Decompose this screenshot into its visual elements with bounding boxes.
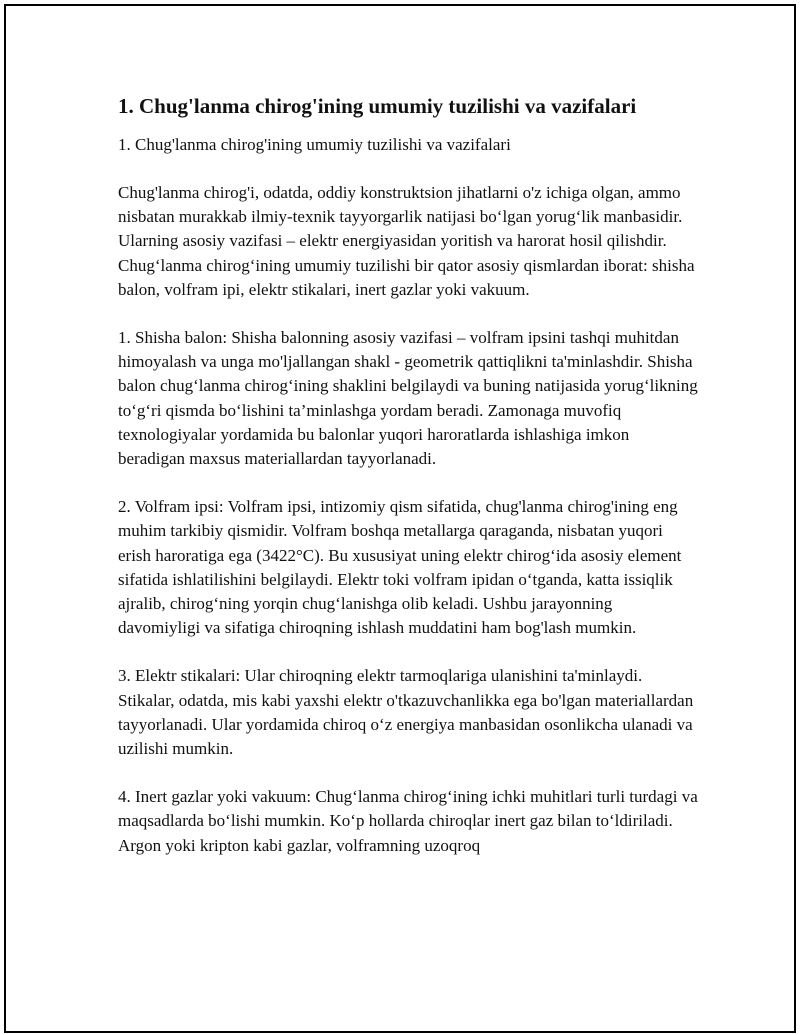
paragraph-intro: Chug'lanma chirog'i, odatda, oddiy konstruktsion jihatlarni o'z ichiga olgan, ammo nisbatan murakkab ilmiy-texnik tayyorgarlik natijasi bo‘lgan yorug‘lik manbasidir. Ularning asosiy vazifasi – elektr energiyasidan yoritish va harorat hosil qilishdir. Chug‘lanma chirog‘ining umumiy tuzilishi bir qator asosiy qismlardan iborat: shisha balon, volfram ipi, elektr stikalari, inert gazlar yoki vakuum. (118, 183, 695, 299)
paragraph-glass-bulb: 1. Shisha balon: Shisha balonning asosiy vazifasi – volfram ipsini tashqi muhitdan himoyalash va unga mo'ljallangan shakl - geometrik qattiqlikni ta'minlashdir. Shisha balon chug‘lanma chirog‘ining shaklini belgilaydi va buning natijasida yorug‘likning to‘g‘ri qismda bo‘lishini ta’minlashga yordam beradi. Zamonaga muvofiq texnologiyalar yordamida bu balonlar yuqori haroratlarda ishlashiga imkon beradigan maxsus materiallardan tayyorlanadi. (118, 328, 698, 469)
section-heading: 1. Chug'lanma chirog'ining umumiy tuzilishi va vazifalari (118, 135, 511, 154)
page-title: 1. Chug'lanma chirog'ining umumiy tuzilishi va vazifalari (118, 94, 637, 118)
paragraph-electric-contacts: 3. Elektr stikalari: Ular chiroqning elektr tarmoqlariga ulanishini ta'minlaydi. Stikalar, odatda, mis kabi yaxshi elektr o'tkazuvchanlikka ega bo'lgan materiallardan tayyorlanadi. Ular yordamida chiroq o‘z energiya manbasidan osonlikcha ulanadi va uzilishi mumkin. (118, 666, 694, 759)
paragraph-inert-gases: 4. Inert gazlar yoki vakuum: Chug‘lanma chirog‘ining ichki muhitlari turli turdagi va maqsadlarda bo‘lishi mumkin. Ko‘p hollarda chiroqlar inert gaz bilan to‘ldiriladi. Argon yoki kripton kabi gazlar, volframning uzoqroq (118, 787, 698, 855)
document-body (118, 92, 698, 882)
paragraph-tungsten-filament: 2. Volfram ipsi: Volfram ipsi, intizomiy qism sifatida, chug'lanma chirog'ining eng muhim tarkibiy qismidir. Volfram boshqa metallarga qaraganda, nisbatan yuqori erish haroratiga ega (3422°C). Bu xususiyat uning elektr chirog‘ida asosiy element sifatida ishlatilishini belgilaydi. Elektr toki volfram ipidan o‘tganda, katta issiqlik ajralib, chirog‘ning yorqin chug‘lanishga olib keladi. Ushbu jarayonning davomiyligi va sifatiga chiroqning ishlash muddatini ham bog'lash mumkin. (118, 497, 682, 638)
